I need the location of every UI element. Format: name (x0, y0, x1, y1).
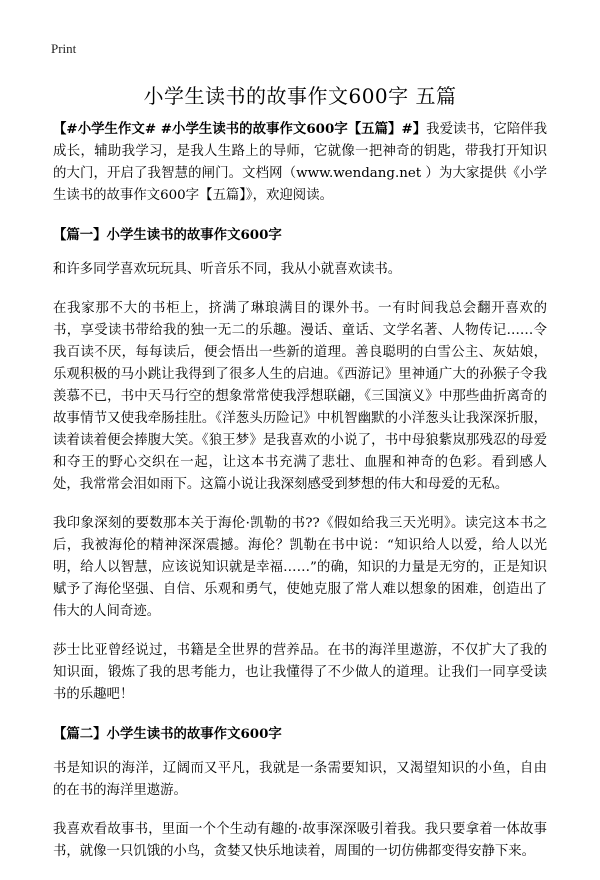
intro-text: 我爱读书，它陪伴我成长，辅助我学习，是我人生路上的导师，它就像一把神奇的钥匙，带我打开知识的大门，开启了我智慧的闸门。文档网（www.wendang.net ）为大家提供《小学生读书的故事作文600字【五篇】》，欢迎阅读。 (53, 122, 548, 203)
article-body (53, 118, 547, 880)
section-2-paragraph: 我喜欢看故事书，里面一个个生动有趣的·故事深深吸引着我。我只要拿着一体故事书，就像一只饥饿的小鸟，贪婪又快乐地读着，周围的一切仿佛都变得安静下来。 (53, 822, 547, 859)
section-2-heading: 【篇二】小学生读书的故事作文600字 (53, 726, 282, 742)
print-link[interactable]: Print (51, 41, 77, 56)
section-1-heading: 【篇一】小学生读书的故事作文600字 (53, 227, 282, 243)
intro-lead: 【#小学生作文# #小学生读书的故事作文600字【五篇】#】 (53, 121, 427, 137)
section-1-paragraph: 在我家那不大的书柜上，挤满了琳琅满目的课外书。一有时间我总会翻开喜欢的书，享受读书带给我的独一无二的乐趣。漫话、童话、文学名著、人物传记……令我百读不厌，每每读后，便会悟出一些新的道理。善良聪明的白雪公主、灰姑娘，乐观积极的马小跳让我得到了很多人生的启迪。《西游记》里神通广大的孙猴子令我羡慕不已，书中天马行空的想象常常使我浮想联翩，《三国演义》中那些曲折离奇的故事情节又使我牵肠挂肚。《洋葱头历险记》中机智幽默的小洋葱头让我深深折服，读着读着便会捧腹大笑。《狼王梦》是我喜欢的小说了，书中母狼紫岚那残忍的母爱和夺王的野心交织在一起，让这本书充满了悲壮、血腥和神奇的色彩。看到感人处，我常常会泪如雨下。这篇小说让我深刻感受到梦想的伟大和母爱的无私。 (53, 301, 547, 492)
section-1-paragraph: 莎士比亚曾经说过，书籍是全世界的营养品。在书的海洋里遨游，不仅扩大了我的知识面，锻炼了我的思考能力，也让我懂得了不少做人的道理。让我们一同享受读书的乐趣吧！ (53, 643, 547, 702)
page-title: 小学生读书的故事作文600字 五篇 (143, 84, 457, 108)
section-1-paragraph: 我印象深刻的要数那本关于海伦·凯勒的书??《假如给我三天光明》。读完这本书之后，我被海伦的精神深深震撼。海伦？凯勒在书中说：“知识给人以爱，给人以光明，给人以智慧，应该说知识就是幸福……”的确，知识的力量是无穷的，正是知识赋予了海伦坚强、自信、乐观和勇气，使她克服了常人难以想象的困难，创造出了伟大的人间奇迹。 (53, 516, 547, 619)
section-1-paragraph: 和许多同学喜欢玩玩具、听音乐不同，我从小就喜欢读书。 (53, 262, 402, 277)
intro-paragraph (53, 118, 547, 207)
section-2-paragraph: 书是知识的海洋，辽阔而又平凡，我就是一条需要知识，又渴望知识的小鱼，自由的在书的海洋里遨游。 (53, 761, 547, 798)
